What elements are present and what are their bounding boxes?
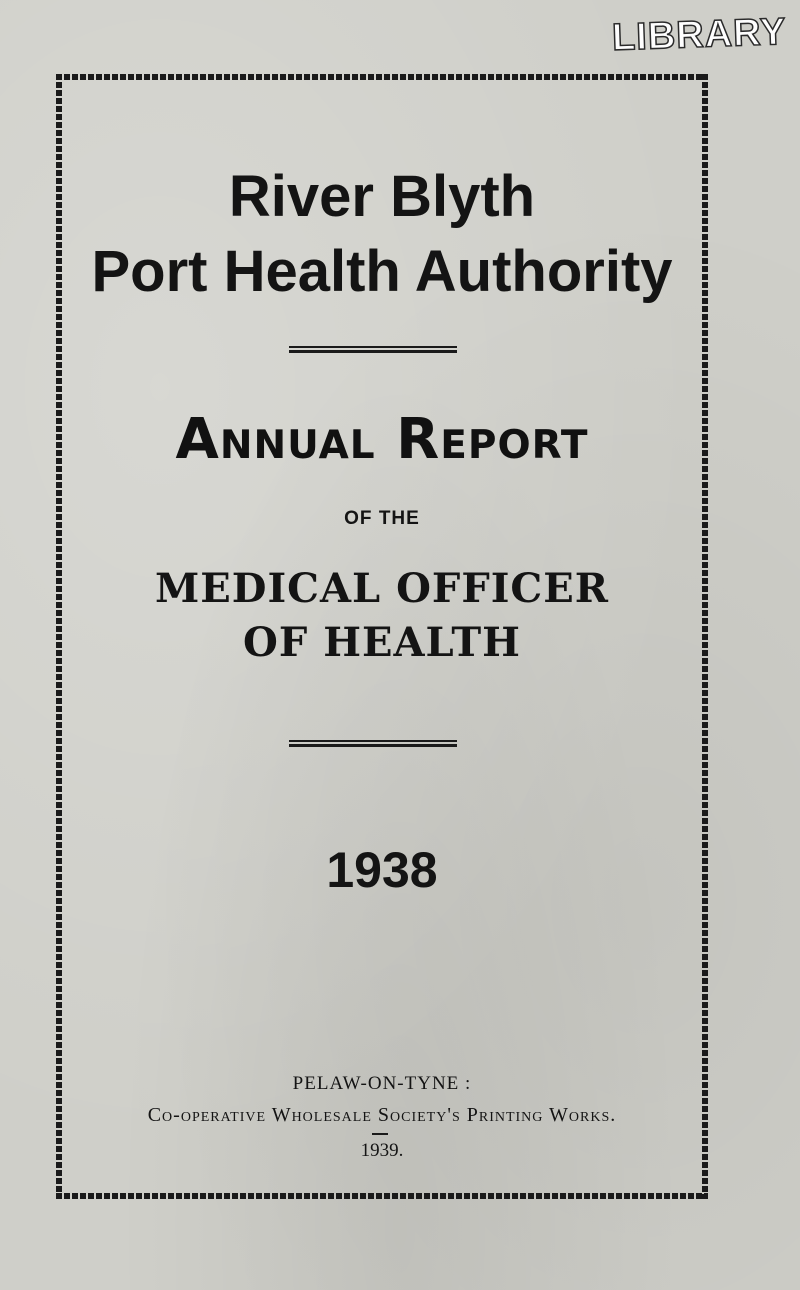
imprint-printer: Co-operative Wholesale Society's Printing Works. [147,1104,617,1126]
report-heading: Annual Report [175,407,589,472]
border-bottom [56,1193,708,1199]
title-line-1: River Blyth [228,164,536,229]
title-line-2: Port Health Authority [91,239,673,304]
border-top [56,74,708,80]
library-stamp: LIBRARY [611,10,788,60]
medical-officer-text: MEDICAL OFFICER [154,565,609,612]
report-year: 1938 [326,842,438,898]
imprint-dash [372,1133,388,1135]
of-health-text: OF HEALTH [243,619,521,666]
of-the-text: OF THE [344,508,420,529]
imprint-year: 1939. [360,1140,404,1161]
imprint-place: PELAW-ON-TYNE : [292,1073,472,1094]
divider-rule-middle [289,740,457,747]
divider-rule-top [289,346,457,353]
